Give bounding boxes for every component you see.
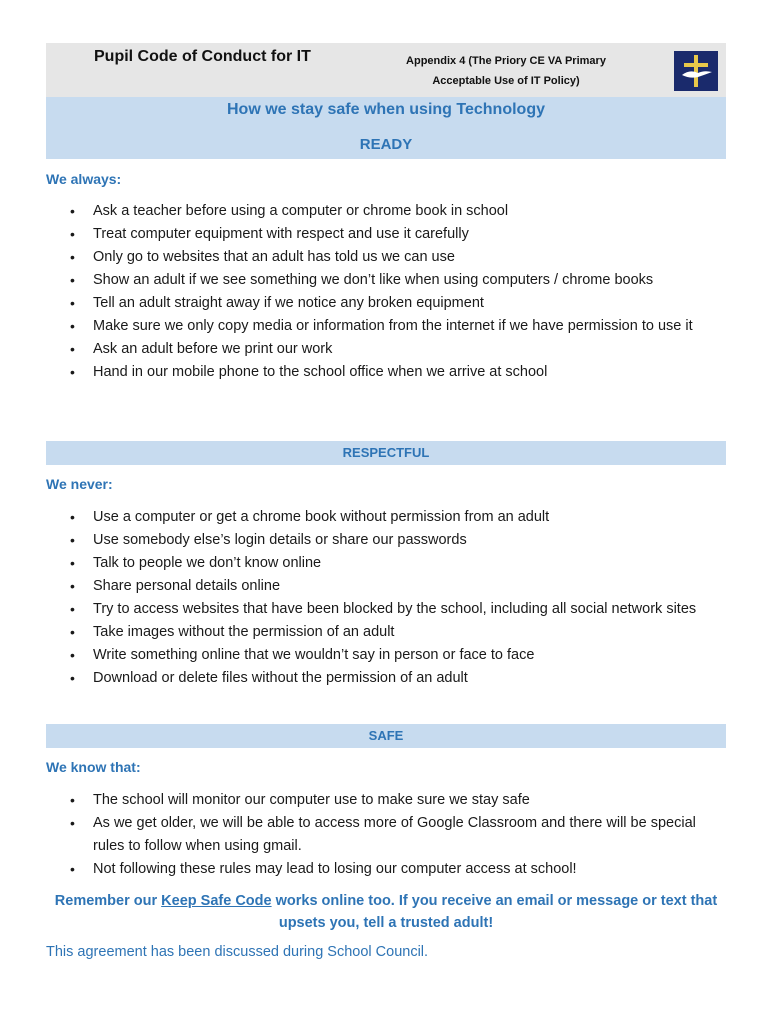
section-lead-safe: We know that: — [46, 759, 141, 775]
rule-list-ready — [68, 200, 708, 384]
list-item: • Try to access websites that have been blocked by the school, including all social network sites — [68, 598, 708, 621]
list-item: • The school will monitor our computer use to make sure we stay safe — [68, 789, 708, 812]
keep-safe-reminder — [46, 890, 726, 934]
agreement-note: This agreement has been discussed during School Council. — [46, 944, 429, 960]
reminder-suffix: works online too. If you receive an email or message or text that upsets you, tell a trusted adult! — [271, 893, 718, 931]
list-item: • Not following these rules may lead to losing our computer access at school! — [68, 858, 708, 881]
section-lead-respectful: We never: — [46, 476, 113, 492]
appendix-reference — [374, 51, 638, 91]
list-item: • Talk to people we don’t know online — [68, 552, 708, 575]
rule-list-respectful — [68, 506, 708, 690]
list-item: • Ask an adult before we print our work — [68, 338, 708, 361]
list-item: • Tell an adult straight away if we notice any broken equipment — [68, 292, 708, 315]
list-item: • Show an adult if we see something we don’t like when using computers / chrome books — [68, 269, 708, 292]
section-heading-respectful: RESPECTFUL — [46, 441, 726, 465]
list-item: • Ask a teacher before using a computer or chrome book in school — [68, 200, 708, 223]
main-heading: How we stay safe when using Technology — [46, 97, 726, 131]
list-item: • Share personal details online — [68, 575, 708, 598]
appendix-line-1: Appendix 4 (The Priory CE VA Primary — [406, 55, 606, 67]
list-item: • Use a computer or get a chrome book without permission from an adult — [68, 506, 708, 529]
list-item: • Use somebody else’s login details or share our passwords — [68, 529, 708, 552]
document-title: Pupil Code of Conduct for IT — [94, 48, 311, 65]
appendix-line-2: Acceptable Use of IT Policy) — [432, 75, 580, 87]
reminder-prefix: Remember our — [54, 893, 162, 909]
list-item: • Take images without the permission of an adult — [68, 621, 708, 644]
document-header — [46, 43, 726, 97]
list-item: • Treat computer equipment with respect and use it carefully — [68, 223, 708, 246]
section-heading-safe: SAFE — [46, 724, 726, 748]
list-item: • Download or delete files without the permission of an adult — [68, 667, 708, 690]
list-item: • Write something online that we wouldn’t say in person or face to face — [68, 644, 708, 667]
list-item: • Only go to websites that an adult has told us we can use — [68, 246, 708, 269]
section-heading-ready: READY — [46, 131, 726, 159]
list-item: • Make sure we only copy media or information from the internet if we have permission to use it — [68, 315, 708, 338]
section-lead-ready: We always: — [46, 171, 122, 187]
list-item: • As we get older, we will be able to access more of Google Classroom and there will be special rules to follow when using gmail. — [68, 812, 708, 858]
list-item: • Hand in our mobile phone to the school office when we arrive at school — [68, 361, 708, 384]
rule-list-safe — [68, 789, 708, 881]
cross-dove-icon — [674, 51, 718, 91]
keep-safe-code-link[interactable]: Keep Safe Code — [161, 893, 272, 909]
school-crest-logo — [674, 51, 718, 91]
